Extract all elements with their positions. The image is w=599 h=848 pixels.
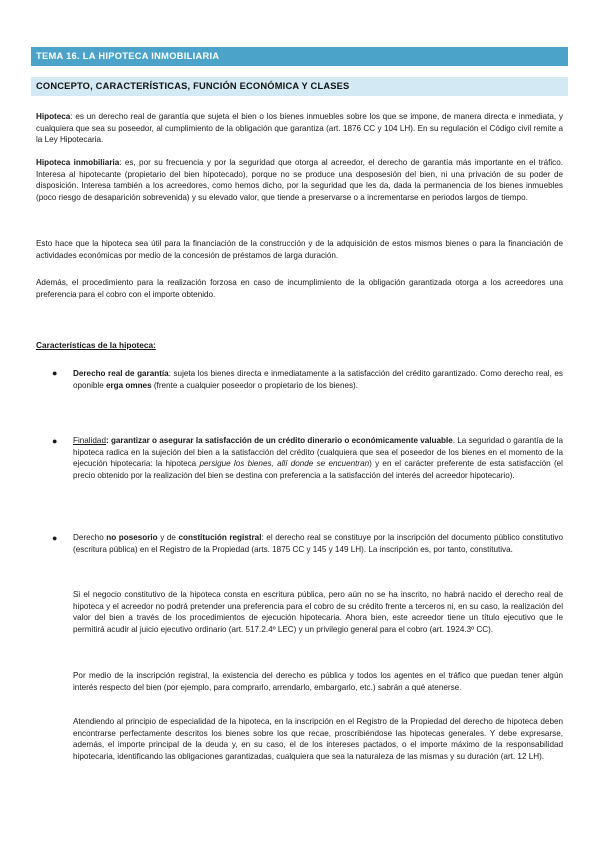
bullet-marker: ● [52,533,58,543]
term-hipoteca: Hipoteca [36,112,71,121]
intro-paragraph-3: Esto hace que la hipoteca sea útil para la financiación de la construcción y de la adquisición de estos mismos bienes o para la financiación de actividades económicas por medio de la concesión de préstamos de larga duración. [36,239,563,260]
registral-paragraph-3: Por medio de la inscripción registral, la existencia del derecho es pública y todos los agentes en el tráfico que puedan tener algún interés respecto del bien (por ejemplo, para comprarlo, arrendarlo, embargarlo, etc.) sabrán a qué atenerse. [73,671,563,692]
bullet-marker: ● [52,436,58,446]
intro-paragraph-2: Hipoteca inmobiliaria: es, por su frecuencia y por la seguridad que otorga al acreedor, el derecho de garantía más importante en el tráfico. Interesa al hipotecante (propietario del bien hipotecado), porque no se produce una desposesión del bien, ni una privación de su poder de disposición. Interesa también a los acreedores, como hemos dicho, por la seguridad que les da, dada la permanencia de los bienes inmuebles (poco riesgo de desaparición sobrevenida) y su elevado valor, que tiende a preservarse o a incrementarse en periodos largos de tiempo. [36,158,563,202]
term-hipoteca-inmobiliaria: Hipoteca inmobiliaria [36,158,120,167]
characteristic-purpose: Finalidad: garantizar o asegurar la satisfacción de un crédito dinerario o económicamente valuable. La seguridad o garantía de la hipoteca radica en la sujeción del bien a la satisfacción del crédito (cualquiera que sea el poseedor de los bienes en el momento de la ejecución hipotecaria: la hipoteca persigue los bienes, allí donde se encuentran) y en el carácter preferente de esta satisfacción (el precio obtenido por la realización del bien se destina con preferencia a la satisfacción del interés del acreedor hipotecario). [73,436,563,480]
characteristic-registral: Derecho no posesorio y de constitución registral: el derecho real se constituye por la inscripción del documento público constitutivo (escritura pública) en el Registro de la Propiedad (arts. 1875 CC y 145 y 149 LH). La inscripción es, por tanto, constitutiva. [73,533,563,554]
intro-paragraph-1: Hipoteca: es un derecho real de garantía que sujeta el bien o los bienes inmuebles sobre los que se impone, de manera directa e inmediata, y cualquiera que sea su poseedor, al cumplimiento de la obligación que garantiza (art. 1876 CC y 104 LH). En su regulación el Código civil remite a la Ley Hipotecaria. [36,112,563,145]
bullet-marker: ● [52,368,58,378]
section-title: CONCEPTO, CARACTERÍSTICAS, FUNCIÓN ECONÓMICA Y CLASES [31,77,568,96]
intro-paragraph-4: Además, el procedimiento para la realización forzosa en caso de incumplimiento de la obligación garantizada otorga a los acreedores una preferencia para el cobro con el importe obtenido. [36,278,563,299]
characteristics-heading: Características de la hipoteca: [36,340,156,350]
registral-paragraph-4: Atendiendo al principio de especialidad de la hipoteca, en la inscripción en el Registro de la Propiedad del derecho de hipoteca deben encontrarse perfectamente descritos los bienes sobre los que recae, proscribiéndose las hipotecas generales. Y debe expresarse, además, el importe principal de la deuda y, en su caso, el de los intereses pactados, o el importe máximo de la responsabilidad hipotecaria, identificando las obligaciones garantizadas, cualquiera que sea la naturaleza de las mismas y su duración (art. 12 LH). [73,717,563,761]
topic-title: TEMA 16. LA HIPOTECA INMOBILIARIA [31,47,568,66]
registral-paragraph-2: Si el negocio constitutivo de la hipoteca consta en escritura pública, pero aún no se ha inscrito, no habrá nacido el derecho real de hipoteca y el acreedor no podrá pretender una preferencia para el cobro de su crédito frente a terceros ni, en su caso, la realización del valor del bien a través de los procedimientos de ejecución hipotecaria. Ahora bien, este acreedor tiene un título ejecutivo que le permitirá acudir al juicio ejecutivo ordinario (art. 517.2.4º LEC) y un privilegio general para el cobro (art. 1924.3º CC). [73,590,563,634]
characteristic-real-guarantee: Derecho real de garantía: sujeta los bienes directa e inmediatamente a la satisfacción del crédito garantizado. Como derecho real, es oponible erga omnes (frente a cualquier poseedor o propietario de los bienes). [73,369,563,390]
